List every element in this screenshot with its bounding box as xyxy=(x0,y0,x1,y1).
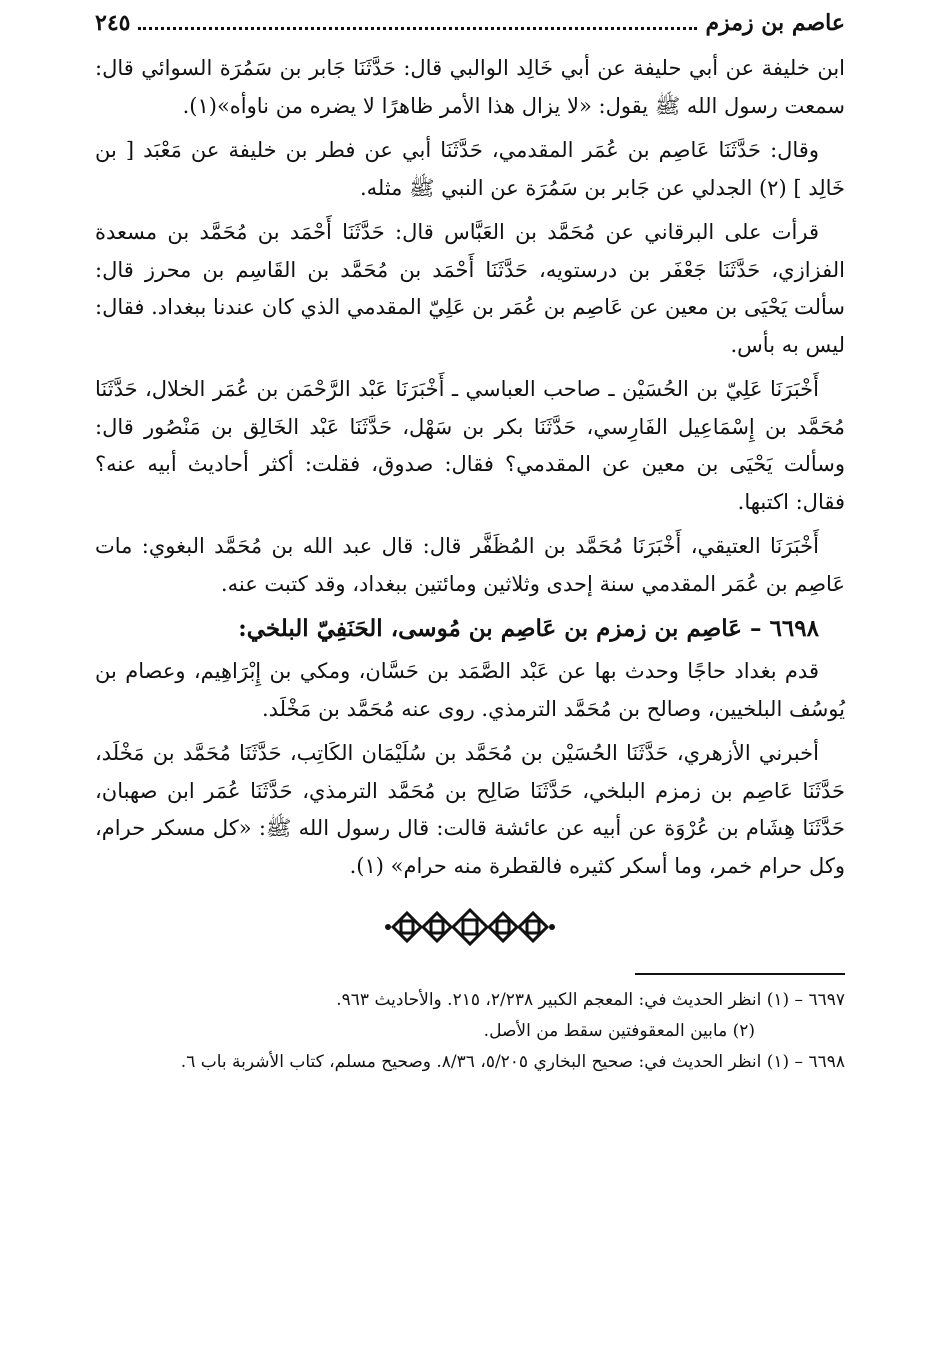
paragraph-5: أَخْبَرَنَا العتيقي، أَخْبَرَنَا مُحَمَّد بن المُظَفَّر قال: قال عبد الله بن مُحَمَّد البغوي: مات عَاصِم بن عُمَر المقدمي سنة إحدى وثلاثين ومائتين ببغداد، وقد كتبت عنه. xyxy=(95,534,845,596)
entry-paragraph-2: أخبرني الأزهري، حَدَّثَنَا الحُسَيْن بن مُحَمَّد بن سُلَيْمَان الكَاتِب، حَدَّثَنَا مُحَمَّد بن مَخْلَد، حَدَّثَنَا عَاصِم بن زمزم البلخي، حَدَّثَنَا صَالِح بن مُحَمَّد الترمذي، حَدَّثَنَا عُمَر ابن صهبان، حَدَّثَنَا هِشَام بن عُرْوَة عن أبيه عن عائشة قالت: قال رسول الله ﷺ: «كل مسكر حرام، وكل حرام خمر، وما أسكر كثيره فالقطرة منه حرام» (١). xyxy=(95,741,845,878)
running-title: عاصم بن زمزم xyxy=(705,10,845,36)
book-page xyxy=(95,10,845,1360)
footnote-2: (٢) مابين المعقوفتين سقط من الأصل. xyxy=(483,1021,755,1041)
page-number: ٢٤٥ xyxy=(95,10,131,36)
paragraph-1: ابن خليفة عن أبي حليفة عن أبي خَالِد الوالبي قال: حَدَّثَنَا جَابر بن سَمُرَة السوائي قال: سمعت رسول الله ﷺ يقول: «لا يزال هذا الأمر ظاهرًا لا يضره من ناوأه»(١). xyxy=(95,56,845,118)
entry-number: ٦٦٩٨ xyxy=(769,615,819,642)
footnote-separator xyxy=(635,973,845,975)
paragraph-3: قرأت على البرقاني عن مُحَمَّد بن العَبَّاس قال: حَدَّثَنَا أَحْمَد بن مُحَمَّد بن مسعدة الفزازي، حَدَّثَنَا جَعْفَر بن درستويه، حَدَّثَنَا أَحْمَد بن مُحَمَّد بن القَاسِم بن محرز قال: سألت يَحْيَى بن معين عن عَاصِم بن عُمَر بن عَلِيّ المقدمي الذي كان عندنا ببغداد. فقال: ليس به بأس. xyxy=(95,220,845,357)
footnote-3: ٦٦٩٨ – (١) انظر الحديث في: صحيح البخاري ٥/٢٠٥، ٨/٣٦. وصحيح مسلم، كتاب الأشربة باب ٦. xyxy=(180,1052,845,1072)
page-header xyxy=(95,10,845,50)
ornament-icon xyxy=(385,905,555,949)
entry-dash: – xyxy=(742,615,762,642)
footnote-1: ٦٦٩٧ – (١) انظر الحديث في: المعجم الكبير ٢/٢٣٨، ٢١٥. والأحاديث ٩٦٣. xyxy=(336,990,845,1010)
footnotes xyxy=(95,985,845,1078)
section-ornament xyxy=(95,905,845,949)
header-leader-dots xyxy=(138,27,697,30)
entry-title: عَاصِم بن زمزم بن عَاصِم بن مُوسى، الحَنَفِيّ البلخي: xyxy=(238,615,743,642)
paragraph-4: أَخْبَرَنَا عَلِيّ بن الحُسَيْن ـ صاحب العباسي ـ أَخْبَرَنَا عَبْد الرَّحْمَن بن عُمَر الخلال، حَدَّثَنَا مُحَمَّد بن إِسْمَاعِيل الفَارِسي، حَدَّثَنَا بكر بن سَهْل، حَدَّثَنَا عَبْد الخَالِق بن مَنْصُور قال: وسألت يَحْيَى بن معين عن المقدمي؟ فقال: صدوق، فقلت: أكثر أحاديث أبيه عنه؟ فقال: اكتبها. xyxy=(95,377,845,514)
entry-heading xyxy=(95,610,845,647)
paragraph-2: وقال: حَدَّثَنَا عَاصِم بن عُمَر المقدمي، حَدَّثَنَا أبي عن فطر بن خليفة عن مَعْبَد [ بن خَالِد ] (٢) الجدلي عن جَابر بن سَمُرَة عن النبي ﷺ مثله. xyxy=(95,138,845,200)
entry-paragraph-1: قدم بغداد حاجًا وحدث بها عن عَبْد الصَّمَد بن حَسَّان، ومكي بن إِبْرَاهِيم، وعصام بن يُوسُف البلخيين، وصالح بن مُحَمَّد الترمذي. روى عنه مُحَمَّد بن مَخْلَد. xyxy=(95,659,845,721)
